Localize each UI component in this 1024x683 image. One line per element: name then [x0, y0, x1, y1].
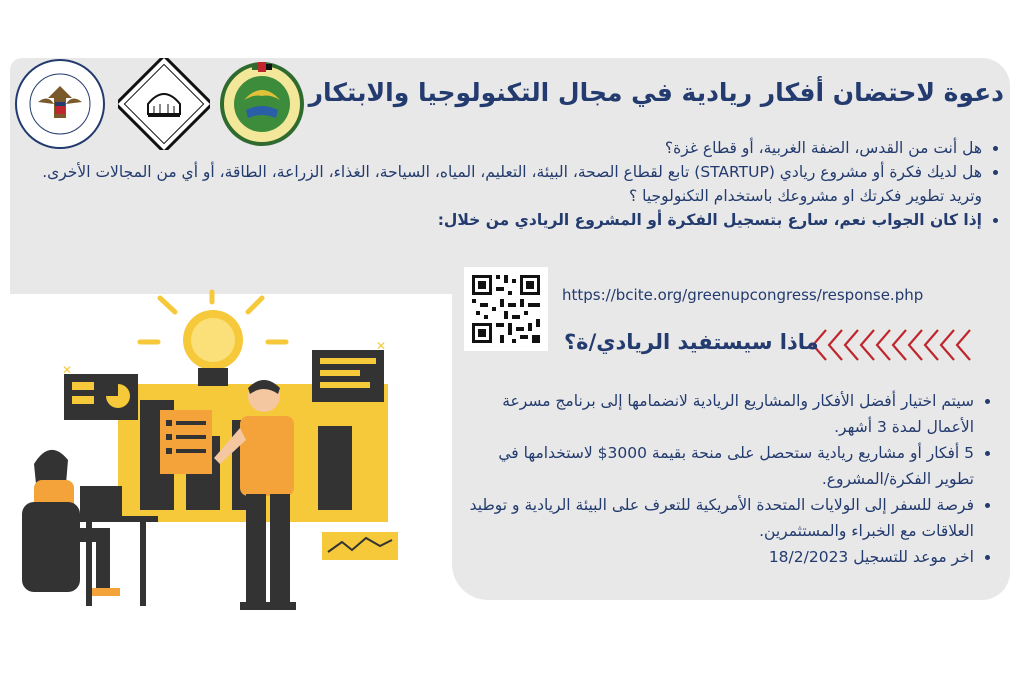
intro-item: • هل لديك فكرة أو مشروع ريادي (STARTUP) تابع لقطاع الصحة، البيئة، التعليم، المياه، السياحة، الغذاء، الزراعة، الطاقة، أو أي من المجالات الأخرى. وتريد تطوير فكرتك او مشروعك باستخدام التكنولوجيا ؟: [7, 160, 982, 208]
benefit-item: • فرصة للسفر إلى الولايات المتحدة الأمريكية للتعرف على البيئة الريادية و توطيد العلاقات مع الخبراء والمستثمرين.: [464, 492, 974, 544]
qr-code-icon[interactable]: [464, 267, 548, 351]
intro-item-call-to-action: • إذا كان الجواب نعم، سارع بتسجيل الفكرة أو المشروع الريادي من خلال:: [7, 208, 982, 232]
startup-team-illustration: [0, 288, 460, 618]
intro-list: [7, 136, 1004, 232]
chevron-arrows-icon: [810, 326, 978, 364]
benefits-list: [464, 388, 996, 570]
page-title: دعوة لاحتضان أفكار ريادية في مجال التكنولوجيا والابتكار: [308, 78, 1004, 107]
al-quds-open-university-logo: [216, 56, 308, 148]
deadline-item: • اخر موعد للتسجيل 18/2/2023: [464, 544, 974, 570]
svg-text:✕: ✕: [62, 363, 73, 377]
registration-link[interactable]: https://bcite.org/greenupcongress/response.php: [562, 286, 924, 304]
benefit-item: • 5 أفكار أو مشاريع ريادية ستحصل على منحة بقيمة 3000$ لاستخدامها في تطوير الفكرة/المشروع.: [464, 440, 974, 492]
svg-text:✕: ✕: [376, 339, 387, 353]
intro-item: • هل أنت من القدس، الضفة الغربية، أو قطاع غزة؟: [7, 136, 982, 160]
benefits-heading: ماذا سيستفيد الريادي/ة؟: [564, 330, 819, 354]
benefit-item: • سيتم اختيار أفضل الأفكار والمشاريع الريادية لانضمامها إلى برنامج مسرعة الأعمال لمدة 3 أشهر.: [464, 388, 974, 440]
